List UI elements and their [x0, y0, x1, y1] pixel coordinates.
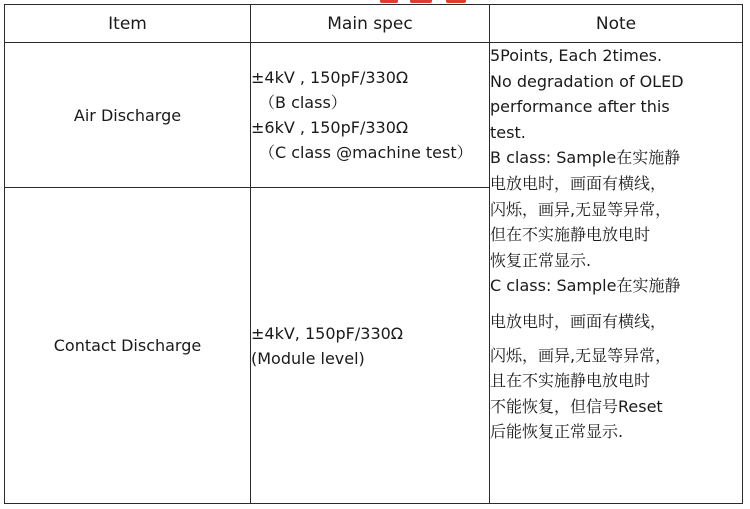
table-row-air-discharge	[5, 43, 743, 188]
note-cell	[490, 43, 743, 504]
header-row	[5, 5, 743, 43]
spec-line: ±4kV , 150pF/330Ω	[251, 68, 409, 87]
spec-line: ±6kV , 150pF/330Ω	[251, 118, 409, 137]
note-line: 闪烁，画异,无显等异常，	[490, 345, 672, 365]
esd-spec-table	[4, 4, 743, 504]
header-item: Item	[5, 5, 251, 43]
note-line: 后能恢复正常显示.	[490, 422, 624, 442]
note-line: 电放电时，画面有横线，	[490, 173, 667, 193]
note-line: 不能恢复，但信号Reset	[490, 396, 663, 416]
note-line: 电放电时，画面有横线，	[490, 311, 667, 331]
note-line: B class: Sample在实施静	[490, 148, 681, 168]
item-air-discharge: Air Discharge	[5, 43, 251, 188]
note-line: C class: Sample在实施静	[490, 276, 681, 296]
spec-line: (Module level)	[251, 348, 365, 368]
spec-air-discharge	[251, 43, 490, 188]
item-contact-discharge: Contact Discharge	[5, 188, 251, 504]
note-line: test.	[490, 122, 526, 142]
note-line: 闪烁，画异,无显等异常，	[490, 199, 672, 219]
note-line: 5Points, Each 2times.	[490, 46, 663, 65]
note-line: 且在不实施静电放电时	[490, 371, 651, 391]
header-main-spec: Main spec	[251, 5, 490, 43]
note-line: performance after this	[490, 97, 670, 117]
spec-line: （C class @machine test）	[259, 143, 473, 162]
spec-line: （B class）	[259, 93, 347, 112]
note-line: No degradation of OLED	[490, 71, 684, 91]
header-note: Note	[490, 5, 743, 43]
note-line: 恢复正常显示.	[490, 250, 592, 270]
spec-line: ±4kV, 150pF/330Ω	[251, 323, 404, 343]
note-line: 但在不实施静电放电时	[490, 225, 651, 245]
spec-contact-discharge	[251, 188, 490, 504]
top-red-mark	[380, 0, 470, 3]
